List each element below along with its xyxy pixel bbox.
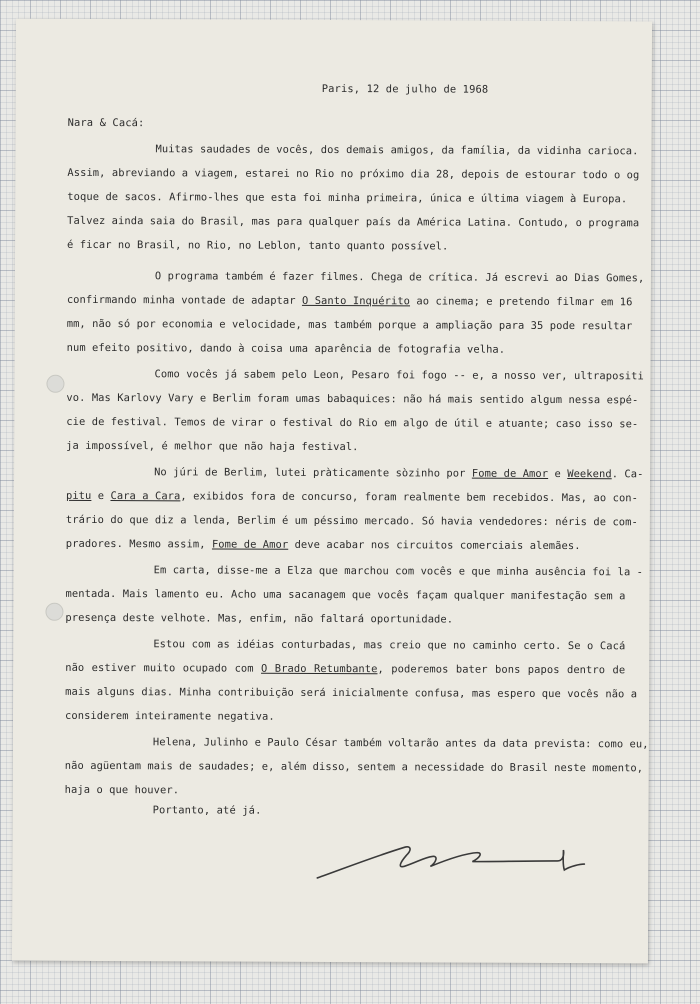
letter-line	[154, 466, 644, 481]
underlined-title: Fome de Amor	[471, 467, 549, 480]
line-text: trário do que diz a lenda, Berlim é um péssimo mercado. Só havia vendedores: néris de com-	[65, 513, 638, 529]
line-text: . Ca-	[611, 468, 644, 481]
letter-line	[65, 784, 625, 798]
letter-line	[154, 368, 644, 383]
line-text: não estiver muito ocupado com	[65, 661, 262, 675]
letter-line	[153, 564, 644, 579]
letter-line	[65, 685, 638, 701]
handwritten-signature	[312, 835, 602, 886]
letter-line	[66, 415, 639, 431]
letter-line	[66, 440, 626, 454]
line-text: pradores. Mesmo assim,	[65, 537, 212, 551]
line-text: confirmando minha vontade de adaptar	[66, 293, 303, 307]
line-text: considerem inteiramente negativa.	[64, 709, 275, 723]
line-text: deve acabar nos circuitos comerciais alemães.	[288, 538, 581, 553]
line-text: ao cinema; e pretendo filmar em 16	[410, 295, 633, 309]
underlined-title: Cara a Cara	[110, 490, 181, 503]
punch-hole	[45, 603, 63, 621]
line-text: cie de festival. Temos de virar o festival do Rio em algo de útil e atuante; caso isso se-	[66, 415, 639, 431]
line-text: Assim, abreviando a viagem, estarei no Rio no próximo dia 28, depois de estourar todo o og	[67, 166, 640, 182]
letter-greeting: Nara & Cacá:	[67, 116, 145, 130]
line-text: Em carta, disse-me a Elza que marchou com vocês e que minha ausência foi la -	[153, 564, 644, 579]
underlined-title: O Brado Retumbante	[261, 662, 378, 676]
line-text: Como vocês já sabem pelo Leon, Pesaro foi fogo -- e, a nosso ver, ultrapositi	[154, 368, 644, 383]
line-text: mentada. Mais lamento eu. Acho uma sacanagem que vocês façam qualquer manifestação sem a	[65, 587, 626, 603]
letter-line	[64, 759, 644, 775]
letter-date: Paris, 12 de julho de 1968	[321, 82, 489, 96]
letter-line	[67, 239, 627, 253]
letter-line	[65, 489, 639, 505]
letter-line	[67, 166, 640, 182]
line-text: O programa também é fazer filmes. Chega de crítica. Já escrevi ao Dias Gomes,	[154, 270, 645, 285]
letter-sheet	[12, 19, 652, 964]
line-text: mm, não só por economia e velocidade, mas também porque a ampliação para 35 pode resultar	[66, 317, 633, 333]
letter-closing: Portanto, até já.	[152, 804, 262, 817]
underlined-title: pitu	[65, 489, 92, 502]
line-text: , poderemos bater bons papos dentro de	[377, 663, 626, 677]
line-text: e	[548, 467, 568, 481]
line-text: Talvez ainda saia do Brasil, mas para qualquer país da América Latina. Contudo, o programa	[67, 214, 640, 230]
line-text: Helena, Julinho e Paulo César também voltarão antes da data prevista: como eu,	[152, 736, 649, 751]
punch-hole	[46, 375, 64, 393]
line-text: haja o que houver.	[64, 783, 180, 797]
letter-line	[66, 317, 633, 333]
line-text: Estou com as idéias conturbadas, mas creio que no caminho certo. Se o Cacá	[153, 638, 626, 653]
line-text: é ficar no Brasil, no Rio, no Leblon, tanto quanto possível.	[67, 238, 449, 253]
letter-line	[155, 143, 639, 158]
letter-line	[67, 342, 627, 356]
line-text: Muitas saudades de vocês, dos demais amigos, da família, da vidinha carioca.	[155, 143, 639, 158]
letter-line	[154, 270, 645, 285]
line-text: presença deste velhote. Mas, enfim, não faltará oportunidade.	[65, 611, 454, 626]
letter-line	[65, 513, 638, 529]
underlined-title: O Santo Inquérito	[301, 294, 411, 308]
letter-line	[66, 538, 626, 552]
line-text: num efeito positivo, dando à coisa uma aparência de fotografia velha.	[66, 341, 506, 356]
line-text: ja impossível, é melhor que não haja festival.	[66, 439, 359, 454]
letter-line	[67, 214, 640, 230]
letter-line	[66, 391, 639, 407]
line-text: vo. Mas Karlovy Vary e Berlim foram umas babaquices: não há mais sentido algum nessa espé-	[66, 391, 639, 407]
line-text: e	[91, 489, 111, 503]
line-text: , exibidos fora de concurso, foram realmente bem recebidos. Mas, ao con-	[180, 490, 639, 505]
line-text: mais alguns dias. Minha contribuição será inicialmente confusa, mas espero que vocês não a	[65, 685, 638, 701]
letter-line	[65, 710, 625, 724]
line-text: toque de sacos. Afirmo-lhes que esta foi minha primeira, única e última viagem à Europa.	[67, 190, 628, 206]
line-text: No júri de Berlim, lutei pràticamente sòzinho por	[154, 466, 472, 480]
letter-line	[153, 638, 625, 652]
letter-line	[66, 293, 633, 309]
letter-line	[152, 736, 649, 751]
letter-line	[65, 662, 625, 676]
underlined-title: Fome de Amor	[211, 538, 289, 551]
underlined-title: Weekend	[567, 468, 612, 481]
letter-line	[66, 588, 626, 602]
line-text: não agüentam mais de saudades; e, além disso, sentem a necessidade do Brasil neste momento,	[64, 759, 644, 775]
letter-line	[67, 191, 627, 205]
letter-line	[65, 612, 625, 626]
